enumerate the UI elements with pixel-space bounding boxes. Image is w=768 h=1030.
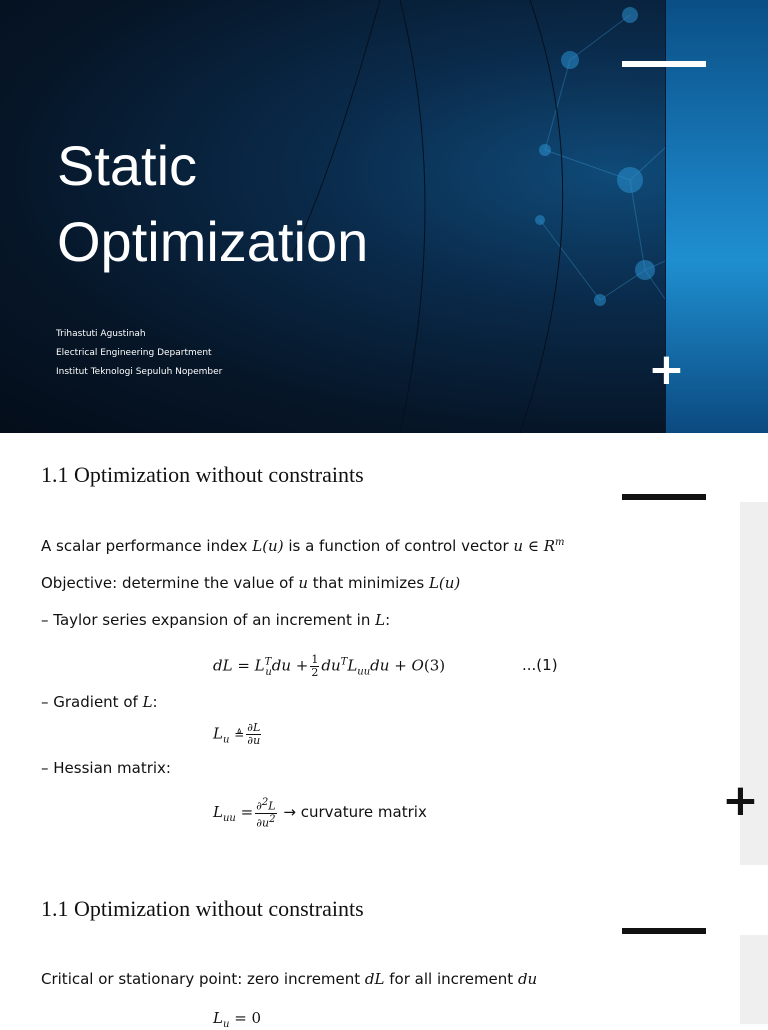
minus-icon (622, 494, 706, 500)
equation-number: ...(1) (522, 656, 558, 674)
critical-var-du: du (517, 970, 538, 988)
curvature-label: → curvature matrix (283, 803, 427, 822)
gradient-equation: $L_u$ ≜ $\frac{\partial L}{\partial u}$ (213, 721, 261, 747)
institution-name: Institut Teknologi Sepuluh Nopember (56, 367, 223, 377)
intro-vector: u ∈ R (513, 537, 556, 555)
presenter-info (56, 328, 222, 385)
minus-icon (622, 928, 706, 934)
intro-symbol: L(u) (252, 537, 284, 555)
taylor-line (41, 611, 390, 629)
critical-mid: for all increment (384, 970, 518, 988)
slide-heading: 1.1 Optimization without constraints (41, 462, 364, 487)
minus-icon (622, 61, 706, 67)
gradient-line (41, 693, 158, 711)
eq-sub: u (222, 1019, 230, 1030)
eq-partial: L (213, 1009, 223, 1027)
gradient-suffix: : (152, 693, 158, 711)
taylor-equation: dL = $L^T_udu$ + $\frac{1}{2}$ $du^TL_{uu}du + O(3)$ (213, 653, 446, 679)
department-name: Electrical Engineering Department (56, 348, 212, 358)
title-line-1: Static (57, 134, 198, 197)
hessian-equation: $L_{uu}$ = $\frac{\partial^2L}{\partial u^2}$ → curvature matrix (213, 797, 427, 830)
taylor-prefix: – Taylor series expansion of an increment in (41, 611, 376, 629)
intro-power: m (555, 537, 565, 548)
slide-title (57, 128, 477, 280)
stationary-equation (213, 1009, 261, 1030)
slide-heading: 1.1 Optimization without constraints (41, 896, 364, 921)
gradient-var: L (142, 693, 153, 711)
taylor-suffix: : (385, 611, 391, 629)
author-name: Trihastuti Agustinah (56, 329, 146, 339)
plus-icon: + (722, 775, 759, 826)
objective-line (41, 574, 460, 592)
critical-point-line (41, 970, 537, 988)
critical-var-dl: dL (364, 970, 385, 988)
objective-var: u (298, 574, 309, 592)
hessian-line: – Hessian matrix: (41, 759, 171, 777)
eq-rhs: = 0 (229, 1009, 262, 1027)
title-line-2: Optimization (57, 210, 369, 273)
side-strip (740, 935, 768, 1024)
critical-prefix: Critical or stationary point: zero increment (41, 970, 365, 988)
intro-mid: is a function of control vector (283, 537, 514, 555)
taylor-var: L (375, 611, 386, 629)
objective-mid: that minimizes (308, 574, 429, 592)
intro-text: A scalar performance index (41, 537, 248, 555)
plus-icon: + (648, 344, 685, 395)
objective-prefix: Objective: determine the value of (41, 574, 299, 592)
gradient-prefix: – Gradient of (41, 693, 143, 711)
intro-line (41, 537, 565, 555)
title-slide (0, 0, 768, 433)
objective-fn: L(u) (428, 574, 461, 592)
